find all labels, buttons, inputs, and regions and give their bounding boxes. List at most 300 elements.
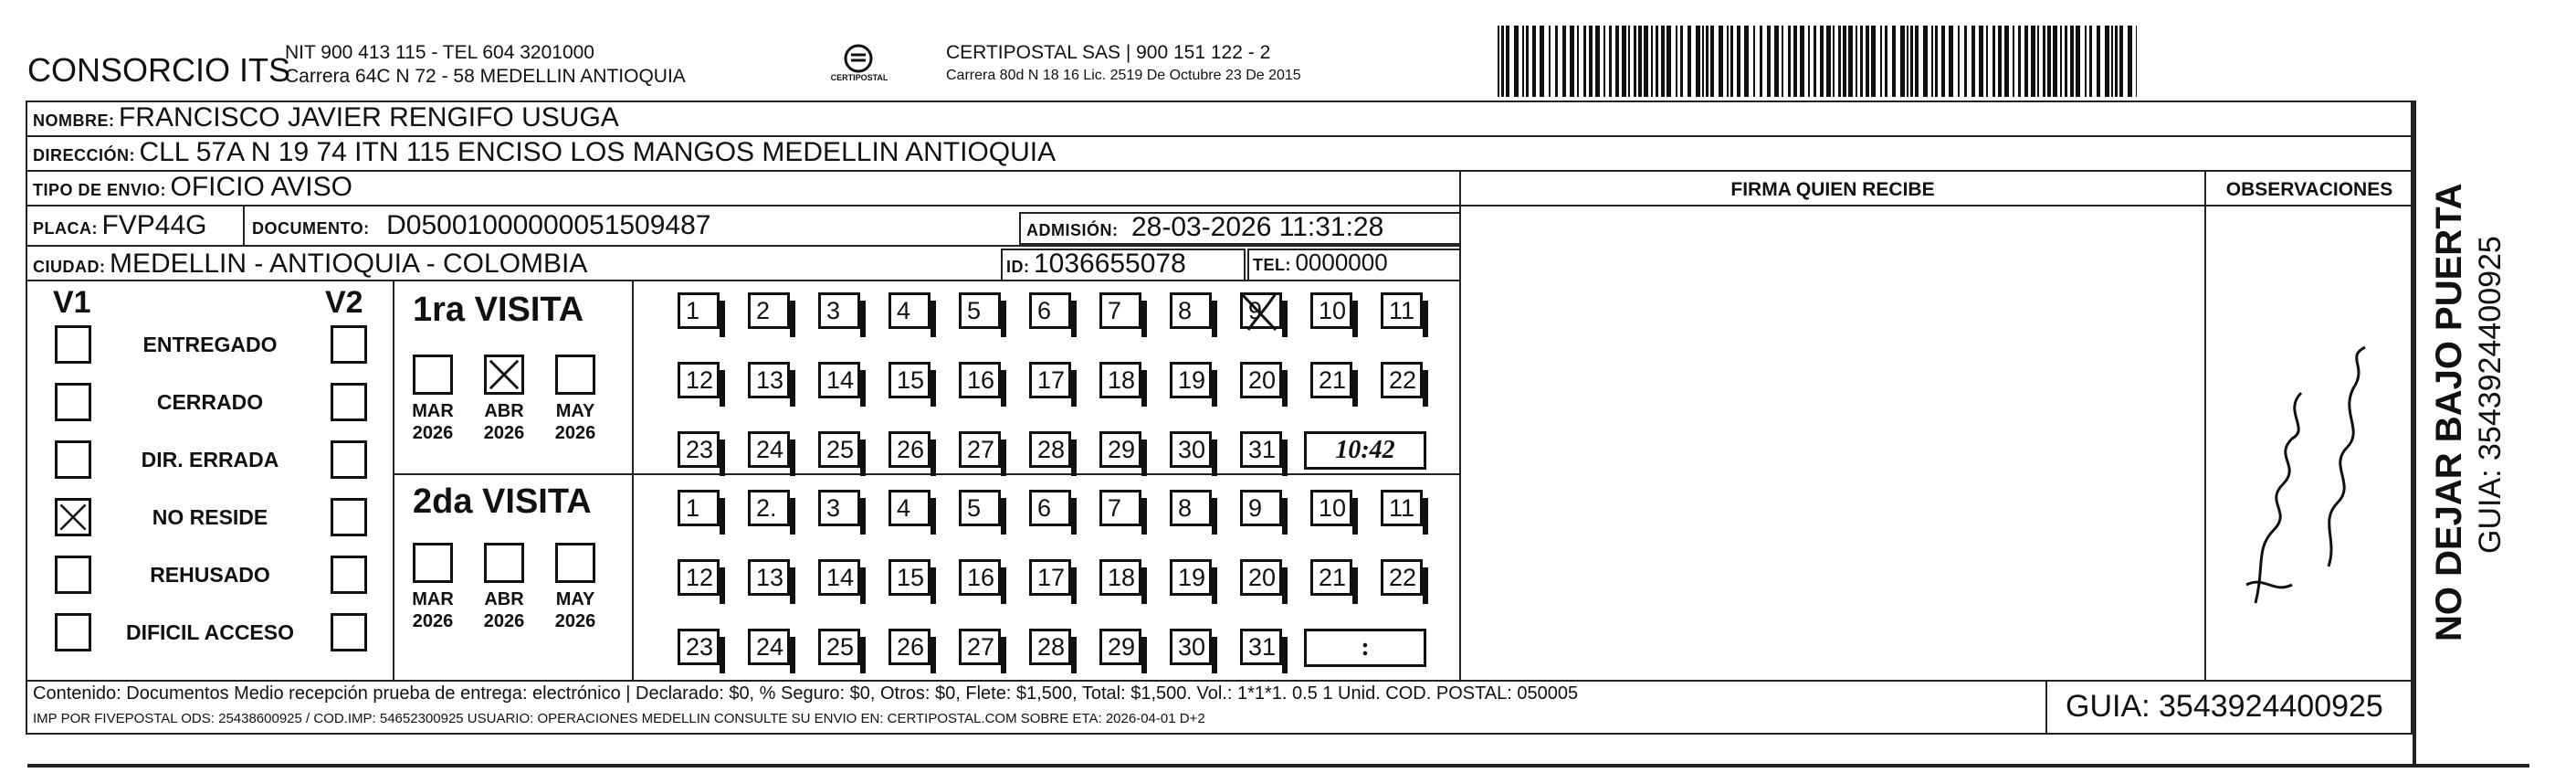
- barcode-bar: [1644, 26, 1648, 97]
- visit2-day-8[interactable]: [1170, 490, 1212, 526]
- company-address: Carrera 64C N 72 - 58 MEDELLIN ANTIOQUIA: [285, 66, 686, 87]
- barcode-bar: [1856, 26, 1857, 97]
- visit2-title: 2da VISITA: [413, 482, 592, 521]
- visit1-day-14[interactable]: [818, 362, 860, 398]
- document-label: DOCUMENTO:: [252, 219, 370, 238]
- visit1-day-label: 14: [826, 365, 855, 394]
- barcode-bar: [1615, 26, 1619, 97]
- visit1-month-may-checkbox[interactable]: [555, 355, 595, 395]
- visit2-day-27[interactable]: [959, 629, 1001, 665]
- plate-value: FVP44G: [101, 210, 207, 240]
- city-label: CIUDAD:: [33, 258, 106, 276]
- barcode-bar: [1514, 26, 1519, 97]
- barcode-bar: [1941, 26, 1945, 97]
- visit2-month-abr-label: ABR 2026: [483, 589, 525, 631]
- visit1-day-label: 6: [1037, 296, 1052, 324]
- visit2-day-21[interactable]: [1310, 559, 1352, 596]
- signature-header: FIRMA QUIEN RECIBE: [1730, 179, 1935, 200]
- barcode-bar: [1800, 26, 1804, 97]
- visit1-day-label: 9: [1248, 296, 1263, 324]
- visit1-day-label: 12: [686, 365, 714, 394]
- barcode-bar: [1808, 26, 1810, 97]
- tel-field: [1253, 249, 1388, 277]
- visit1-day-19[interactable]: [1170, 362, 1212, 398]
- v2-label: V2: [325, 285, 363, 320]
- visit2-day-label: 7: [1108, 493, 1122, 522]
- barcode-bar: [1788, 26, 1791, 97]
- v2-checkbox-dir-errada[interactable]: [331, 440, 367, 479]
- barcode-bar: [1702, 26, 1704, 97]
- barcode-bar: [1555, 26, 1558, 97]
- visit1-day-26[interactable]: [888, 431, 931, 468]
- barcode-bar: [1656, 26, 1658, 97]
- barcode-bar: [2043, 26, 2045, 97]
- visit2-day-15[interactable]: [888, 559, 931, 596]
- barcode-bar: [1860, 26, 1863, 97]
- barcode-bar: [1706, 26, 1709, 97]
- visit2-day-22[interactable]: [1381, 559, 1423, 596]
- visit2-day-31[interactable]: [1240, 629, 1282, 665]
- barcode-bar: [1719, 26, 1723, 97]
- document-value: D05001000000051509487: [386, 210, 711, 240]
- plate-label: PLACA:: [33, 219, 98, 238]
- send-type-label: TIPO DE ENVIO:: [33, 181, 167, 199]
- status-label-entregado: ENTREGADO: [142, 333, 278, 356]
- visit1-day-9[interactable]: [1240, 292, 1282, 329]
- visit2-day-13[interactable]: [748, 559, 790, 596]
- visit2-month-may-checkbox[interactable]: [555, 543, 595, 583]
- visit2-day-label: 15: [897, 563, 925, 591]
- visit2-day-label: 30: [1178, 632, 1206, 661]
- visit1-day-label: 18: [1108, 365, 1136, 394]
- visit2-month-may-label: MAY 2026: [554, 589, 596, 631]
- visit2-day-label: 25: [826, 632, 855, 661]
- barcode-bar: [1793, 26, 1797, 97]
- visit2-month-abr-checkbox[interactable]: [484, 543, 524, 583]
- visit2-day-23[interactable]: [678, 629, 720, 665]
- barcode-bar: [1680, 26, 1683, 97]
- visit2-day-3[interactable]: [818, 490, 860, 526]
- visit1-day-label: 13: [756, 365, 784, 394]
- barcode-bar: [1522, 26, 1524, 97]
- status-label-rehusado: REHUSADO: [150, 563, 270, 587]
- barcode-bar: [1638, 26, 1642, 97]
- barcode-bar: [2115, 26, 2118, 97]
- visit2-day-14[interactable]: [818, 559, 860, 596]
- visit1-day-label: 25: [826, 435, 855, 463]
- visit1-day-label: 2: [756, 296, 771, 324]
- barcode-bar: [1526, 26, 1529, 97]
- visit1-day-label: 4: [897, 296, 911, 324]
- visit1-day-8[interactable]: [1170, 292, 1212, 329]
- barcode-bar: [1562, 26, 1566, 97]
- visit2-day-29[interactable]: [1099, 629, 1141, 665]
- visit1-day-label: 23: [686, 435, 714, 463]
- barcode-bar: [1843, 26, 1846, 97]
- visit2-day-label: 27: [967, 632, 995, 661]
- city-field: [33, 249, 587, 280]
- visit2-day-16[interactable]: [959, 559, 1001, 596]
- barcode-bar: [1820, 26, 1824, 97]
- visit1-day-label: 10: [1319, 296, 1347, 324]
- barcode-bar: [1986, 26, 1988, 97]
- barcode-bar: [1622, 26, 1626, 97]
- v2-checkbox-entregado[interactable]: [331, 325, 367, 364]
- visit1-day-2[interactable]: [748, 292, 790, 329]
- barcode-bar: [1737, 26, 1740, 97]
- visit1-day-30[interactable]: [1170, 431, 1212, 468]
- barcode-bar: [1992, 26, 1995, 97]
- status-label-dir-errada: DIR. ERRADA: [141, 448, 279, 471]
- barcode: [1498, 26, 2137, 97]
- v1-checkbox-entregado[interactable]: [55, 325, 91, 364]
- barcode-bar: [1760, 26, 1762, 97]
- barcode-bar: [1880, 26, 1882, 97]
- barcode-bar: [1910, 26, 1913, 97]
- visit2-day-18[interactable]: [1099, 559, 1141, 596]
- barcode-bar: [2128, 26, 2132, 97]
- visit2-day-17[interactable]: [1029, 559, 1071, 596]
- visit1-day-5[interactable]: [959, 292, 1001, 329]
- visit2-day-label: 20: [1248, 563, 1277, 591]
- visit1-day-23[interactable]: [678, 431, 720, 468]
- visit1-day-16[interactable]: [959, 362, 1001, 398]
- barcode-bar: [2047, 26, 2051, 97]
- barcode-bar: [1915, 26, 1919, 97]
- visit2-day-25[interactable]: [818, 629, 860, 665]
- barcode-bar: [1958, 26, 1960, 97]
- barcode-bar: [1549, 26, 1551, 97]
- barcode-bar: [1848, 26, 1853, 97]
- visit2-day-label: 1: [686, 493, 700, 522]
- visit2-day-2[interactable]: [748, 490, 790, 526]
- barcode-bar: [1583, 26, 1586, 97]
- v2-checkbox-no-reside[interactable]: [331, 498, 367, 536]
- visit2-day-12[interactable]: [678, 559, 720, 596]
- visit1-day-label: 19: [1178, 365, 1206, 394]
- id-label: ID:: [1006, 258, 1030, 276]
- visit2-day-label: 29: [1108, 632, 1136, 661]
- barcode-bar: [1833, 26, 1835, 97]
- barcode-bar: [1595, 26, 1600, 97]
- barcode-bar: [2037, 26, 2039, 97]
- visit2-day-label: 6: [1037, 493, 1052, 522]
- visit1-day-27[interactable]: [959, 431, 1001, 468]
- barcode-bar: [1540, 26, 1544, 97]
- visit2-day-label: 17: [1037, 563, 1066, 591]
- barcode-bar: [1730, 26, 1733, 97]
- visit1-day-label: 31: [1248, 435, 1277, 463]
- barcode-bar: [1676, 26, 1677, 97]
- visit1-day-label: 16: [967, 365, 995, 394]
- city-value: MEDELLIN - ANTIOQUIA - COLOMBIA: [109, 249, 588, 279]
- barcode-bar: [1998, 26, 2002, 97]
- visit1-day-label: 20: [1248, 365, 1277, 394]
- visit1-day-label: 26: [897, 435, 925, 463]
- barcode-bar: [2089, 26, 2092, 97]
- barcode-bar: [2136, 26, 2137, 97]
- visit2-day-label: 5: [967, 493, 982, 522]
- barcode-bar: [1710, 26, 1714, 97]
- barcode-bar: [1727, 26, 1729, 97]
- address-label: DIRECCIÓN:: [33, 146, 135, 164]
- visit2-day-7[interactable]: [1099, 490, 1141, 526]
- visit1-day-7[interactable]: [1099, 292, 1141, 329]
- visit1-day-label: 30: [1178, 435, 1206, 463]
- visit2-day-6[interactable]: [1029, 490, 1071, 526]
- barcode-bar: [1603, 26, 1605, 97]
- visit1-day-label: 5: [967, 296, 982, 324]
- barcode-bar: [1971, 26, 1975, 97]
- barcode-bar: [1634, 26, 1636, 97]
- visit2-day-label: 10: [1319, 493, 1347, 522]
- v1-checkbox-dir-errada[interactable]: [55, 440, 91, 479]
- barcode-bar: [1814, 26, 1816, 97]
- v1-checkbox-no-reside[interactable]: [55, 498, 91, 536]
- barcode-bar: [1838, 26, 1841, 97]
- visit1-day-label: 29: [1108, 435, 1136, 463]
- barcode-bar: [1774, 26, 1779, 97]
- footer-imp: IMP POR FIVEPOSTAL ODS: 25438600925 / COD.IMP: 54652300925 USUARIO: OPERACIONES MEDELLIN CONSULTE SU ENVIO EN: CERTIPOSTAL.COM SOBRE ETA: 2026-04-01 D+2: [33, 711, 1205, 726]
- visit2-month-mar-label: MAR 2026: [412, 589, 454, 631]
- visit1-month-abr-label: ABR 2026: [483, 401, 525, 443]
- barcode-bar: [2004, 26, 2009, 97]
- barcode-bar: [1661, 26, 1665, 97]
- admission-value: 28-03-2026 11:31:28: [1130, 212, 1384, 242]
- barcode-bar: [1892, 26, 1896, 97]
- name-value: FRANCISCO JAVIER RENGIFO USUGA: [118, 102, 619, 132]
- barcode-bar: [1688, 26, 1691, 97]
- visit1-day-label: 3: [826, 296, 841, 324]
- visit2-day-26[interactable]: [888, 629, 931, 665]
- barcode-bar: [1931, 26, 1933, 97]
- status-label-no-reside: NO RESIDE: [152, 505, 268, 529]
- visit2-day-11[interactable]: [1381, 490, 1423, 526]
- visit2-day-label: 4: [897, 493, 911, 522]
- barcode-bar: [1885, 26, 1887, 97]
- name-field: [33, 102, 619, 133]
- v2-checkbox-dificil-acceso[interactable]: [331, 613, 367, 651]
- visit1-day-label: 28: [1037, 435, 1066, 463]
- visit1-day-label: 21: [1319, 365, 1347, 394]
- document-field: [252, 210, 710, 241]
- barcode-bar: [2013, 26, 2014, 97]
- visit1-day-3[interactable]: [818, 292, 860, 329]
- visit1-day-1[interactable]: [678, 292, 720, 329]
- visit1-month-may-label: MAY 2026: [554, 401, 596, 443]
- visit2-day-9[interactable]: [1240, 490, 1282, 526]
- visit2-day-label: 2.: [756, 493, 777, 522]
- visit2-day-label: 13: [756, 563, 784, 591]
- company-nit: NIT 900 413 115 - TEL 604 3201000: [285, 42, 594, 63]
- visit1-day-13[interactable]: [748, 362, 790, 398]
- visit1-day-4[interactable]: [888, 292, 931, 329]
- admission-field: [1026, 212, 1383, 243]
- visit2-day-5[interactable]: [959, 490, 1001, 526]
- visit1-day-31[interactable]: [1240, 431, 1282, 468]
- visit2-day-4[interactable]: [888, 490, 931, 526]
- barcode-bar: [1498, 26, 1499, 97]
- visit2-day-label: 21: [1319, 563, 1347, 591]
- id-field: [1006, 249, 1186, 280]
- barcode-bar: [1964, 26, 1967, 97]
- status-label-dificil-acceso: DIFICIL ACCESO: [125, 620, 294, 644]
- barcode-bar: [2105, 26, 2109, 97]
- barcode-bar: [1871, 26, 1876, 97]
- observations-signature: [2228, 329, 2392, 621]
- visit1-day-label: 24: [756, 435, 784, 463]
- address-field: [33, 137, 1056, 168]
- visit2-day-label: 8: [1178, 493, 1193, 522]
- visit1-day-label: 7: [1108, 296, 1122, 324]
- barcode-bar: [2111, 26, 2113, 97]
- visit1-day-label: 8: [1178, 296, 1193, 324]
- barcode-bar: [1744, 26, 1749, 97]
- send-type-field: [33, 172, 352, 203]
- visit1-day-25[interactable]: [818, 431, 860, 468]
- barcode-bar: [2031, 26, 2035, 97]
- company-name: CONSORCIO ITS: [27, 51, 291, 89]
- barcode-bar: [2065, 26, 2067, 97]
- visit2-day-label: 9: [1248, 493, 1263, 522]
- barcode-bar: [1979, 26, 1983, 97]
- barcode-bar: [2097, 26, 2100, 97]
- barcode-bar: [1501, 26, 1504, 97]
- checked-day-mark: [1239, 290, 1287, 335]
- visit2-day-label: 14: [826, 563, 855, 591]
- visit1-day-10[interactable]: [1310, 292, 1352, 329]
- observations-header: OBSERVACIONES: [2225, 179, 2393, 200]
- carrier-name: CERTIPOSTAL SAS | 900 151 122 - 2: [946, 42, 1271, 63]
- visit2-day-19[interactable]: [1170, 559, 1212, 596]
- v1-checkbox-cerrado[interactable]: [55, 383, 91, 421]
- visit1-day-label: 17: [1037, 365, 1066, 394]
- visit2-day-label: 18: [1108, 563, 1136, 591]
- tel-value: 0000000: [1295, 249, 1388, 276]
- visit2-time-field[interactable]: :: [1304, 629, 1426, 667]
- visit1-day-22[interactable]: [1381, 362, 1423, 398]
- barcode-bar: [1570, 26, 1574, 97]
- barcode-bar: [1589, 26, 1593, 97]
- barcode-bar: [1696, 26, 1700, 97]
- visit1-month-mar-checkbox[interactable]: [413, 355, 453, 395]
- barcode-bar: [1753, 26, 1755, 97]
- barcode-bar: [1506, 26, 1509, 97]
- visit1-day-12[interactable]: [678, 362, 720, 398]
- visit2-day-30[interactable]: [1170, 629, 1212, 665]
- barcode-bar: [1826, 26, 1831, 97]
- signature-area: [1461, 206, 2204, 680]
- carrier-license: Carrera 80d N 18 16 Lic. 2519 De Octubre 23 De 2015: [946, 68, 1301, 83]
- visit2-day-28[interactable]: [1029, 629, 1071, 665]
- visit2-day-label: 24: [756, 632, 784, 661]
- visit1-day-21[interactable]: [1310, 362, 1352, 398]
- status-label-cerrado: CERRADO: [156, 390, 264, 414]
- visit2-day-label: 3: [826, 493, 841, 522]
- visit1-day-label: 15: [897, 365, 925, 394]
- tel-label: TEL:: [1253, 256, 1291, 274]
- barcode-bar: [1866, 26, 1869, 97]
- admission-label: ADMISIÓN:: [1026, 221, 1119, 239]
- barcode-bar: [1577, 26, 1579, 97]
- v1-checkbox-dificil-acceso[interactable]: [55, 613, 91, 651]
- visit2-day-label: 16: [967, 563, 995, 591]
- visit1-day-28[interactable]: [1029, 431, 1071, 468]
- visit1-day-label: 11: [1389, 296, 1415, 324]
- v2-checkbox-cerrado[interactable]: [331, 383, 367, 421]
- barcode-bar: [1949, 26, 1953, 97]
- footer-content: Contenido: Documentos Medio recepción prueba de entrega: electrónico | Declarado: $0, % Seguro: $0, Otros: $0, Flete: $1,500, Total: $1,500. Vol.: 1*1*1. 0.5 1 Unid. COD. POSTAL: 050005: [33, 683, 1579, 704]
- visit1-day-24[interactable]: [748, 431, 790, 468]
- barcode-bar: [2085, 26, 2087, 97]
- barcode-bar: [1532, 26, 1536, 97]
- barcode-bar: [1907, 26, 1908, 97]
- send-type-value: OFICIO AVISO: [170, 172, 352, 202]
- name-label: NOMBRE:: [33, 111, 115, 130]
- visit1-day-17[interactable]: [1029, 362, 1071, 398]
- visit2-day-label: 28: [1037, 632, 1066, 661]
- visit1-day-label: 27: [967, 435, 995, 463]
- barcode-bar: [2053, 26, 2057, 97]
- certipostal-logo: [831, 40, 886, 95]
- barcode-bar: [2119, 26, 2123, 97]
- visit2-day-label: 12: [686, 563, 714, 591]
- visit2-day-label: 23: [686, 632, 714, 661]
- barcode-bar: [2070, 26, 2074, 97]
- barcode-bar: [1900, 26, 1905, 97]
- barcode-bar: [1923, 26, 1928, 97]
- barcode-bar: [1651, 26, 1653, 97]
- visit2-day-label: 19: [1178, 563, 1206, 591]
- barcode-bar: [1609, 26, 1612, 97]
- visit2-day-20[interactable]: [1240, 559, 1282, 596]
- visit1-day-29[interactable]: [1099, 431, 1141, 468]
- visit2-day-label: 26: [897, 632, 925, 661]
- no-dejar-notice: NO DEJAR BAJO PUERTA: [2429, 183, 2469, 641]
- id-value: 1036655078: [1033, 249, 1186, 279]
- visit1-month-abr-checkbox[interactable]: [484, 355, 524, 395]
- visit1-day-11[interactable]: [1381, 292, 1423, 329]
- visit1-day-label: 1: [686, 296, 700, 324]
- visit1-day-15[interactable]: [888, 362, 931, 398]
- visit1-time-field[interactable]: 10:42: [1304, 431, 1426, 470]
- barcode-bar: [1782, 26, 1783, 97]
- visit1-day-label: 22: [1389, 365, 1417, 394]
- visit1-title: 1ra VISITA: [413, 291, 584, 329]
- certipostal-logo-text: CERTIPOSTAL: [830, 73, 888, 82]
- visit2-day-24[interactable]: [748, 629, 790, 665]
- barcode-bar: [1935, 26, 1938, 97]
- barcode-bar: [2076, 26, 2080, 97]
- barcode-bar: [2060, 26, 2062, 97]
- barcode-bar: [1767, 26, 1771, 97]
- visit2-month-mar-checkbox[interactable]: [413, 543, 453, 583]
- visit1-day-20[interactable]: [1240, 362, 1282, 398]
- barcode-bar: [2024, 26, 2028, 97]
- visit2-day-10[interactable]: [1310, 490, 1352, 526]
- visit1-day-6[interactable]: [1029, 292, 1071, 329]
- visit2-day-1[interactable]: [678, 490, 720, 526]
- address-value: CLL 57A N 19 74 ITN 115 ENCISO LOS MANGOS MEDELLIN ANTIOQUIA: [139, 137, 1057, 167]
- v2-checkbox-rehusado[interactable]: [331, 556, 367, 594]
- v1-label: V1: [53, 285, 91, 320]
- visit2-day-label: 31: [1248, 632, 1277, 661]
- visit1-day-18[interactable]: [1099, 362, 1141, 398]
- v1-checkbox-rehusado[interactable]: [55, 556, 91, 594]
- visit1-month-mar-label: MAR 2026: [412, 401, 454, 443]
- visit2-day-label: 11: [1389, 493, 1415, 522]
- barcode-bar: [1628, 26, 1630, 97]
